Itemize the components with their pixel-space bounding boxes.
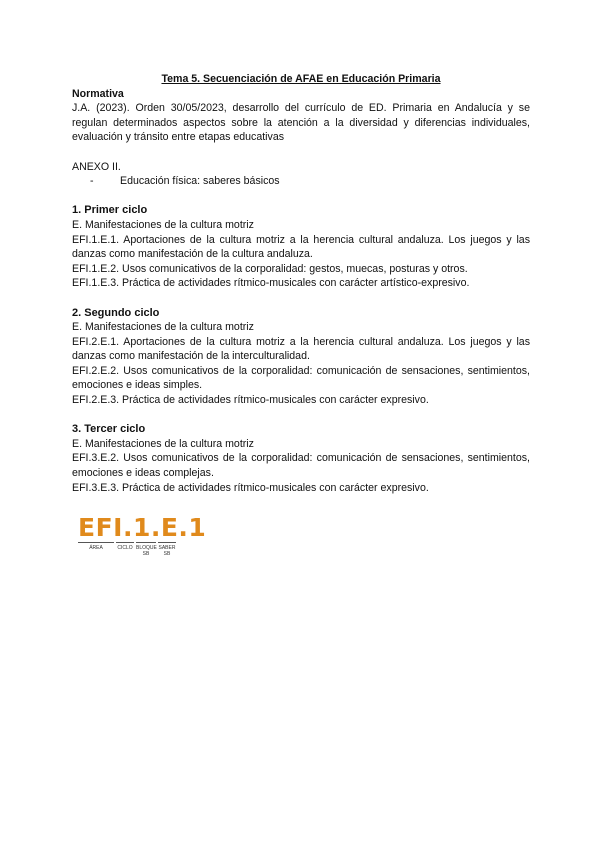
section-subheading: E. Manifestaciones de la cultura motriz [72,321,254,334]
section-heading: 3. Tercer ciclo [72,423,146,436]
section-heading: 2. Segundo ciclo [72,306,160,319]
anexo-list-item [90,174,530,189]
legend-saber: SABER SB [158,545,176,557]
saber-item: EFI.2.E.3. Práctica de actividades rítmico-musicales con carácter expresivo. [72,394,429,407]
efi-code-legend [78,541,208,563]
saber-item: EFI.2.E.2. Usos comunicativos de la corporalidad: comunicación de sensaciones, sentimientos, emociones e ideas simples. [72,364,530,392]
legend-bloque: BLOQUE SB [136,545,157,557]
section-segundo-ciclo [72,306,530,408]
section-primer-ciclo [72,203,530,291]
legend-area: ÁREA [89,545,103,551]
anexo-item-text: Educación física: saberes básicos [120,175,280,188]
section-tercer-ciclo [72,422,530,495]
legend-ciclo: CICLO [117,545,133,551]
document-page [72,72,530,495]
section-heading: 1. Primer ciclo [72,204,148,217]
saber-item: EFI.1.E.3. Práctica de actividades rítmico-musicales con carácter artístico-expresivo. [72,277,470,290]
efi-code-text: EFI.1.E.1 [78,513,207,542]
normativa-heading: Normativa [72,87,124,100]
section-subheading: E. Manifestaciones de la cultura motriz [72,218,254,231]
saber-item: EFI.1.E.1. Aportaciones de la cultura motriz a la herencia cultural andaluza. Los juegos y las danzas como manifestación de la cultura andaluza. [72,233,530,261]
section-subheading: E. Manifestaciones de la cultura motriz [72,437,254,450]
efi-code-diagram [78,515,208,565]
saber-item: EFI.3.E.2. Usos comunicativos de la corporalidad: comunicación de sensaciones, sentimientos, emociones e ideas complejas. [72,452,530,480]
document-title: Tema 5. Secuenciación de AFAE en Educación Primaria [161,73,441,85]
saber-item: EFI.2.E.1. Aportaciones de la cultura motriz a la herencia cultural andaluza. Los juegos y las danzas como manifestación de la interculturalidad. [72,335,530,363]
anexo-label: ANEXO II. [72,160,121,173]
saber-item: EFI.1.E.2. Usos comunicativos de la corporalidad: gestos, muecas, posturas y otros. [72,262,468,275]
saber-item: EFI.3.E.3. Práctica de actividades rítmico-musicales con carácter expresivo. [72,481,429,494]
normativa-text: J.A. (2023). Orden 30/05/2023, desarrollo del currículo de ED. Primaria en Andalucía y se regulan determinados aspectos sobre la atención a la diversidad y diferencias individuales, evaluación y tránsito entre etapas educativas [72,102,530,144]
list-dash: - [90,175,94,188]
